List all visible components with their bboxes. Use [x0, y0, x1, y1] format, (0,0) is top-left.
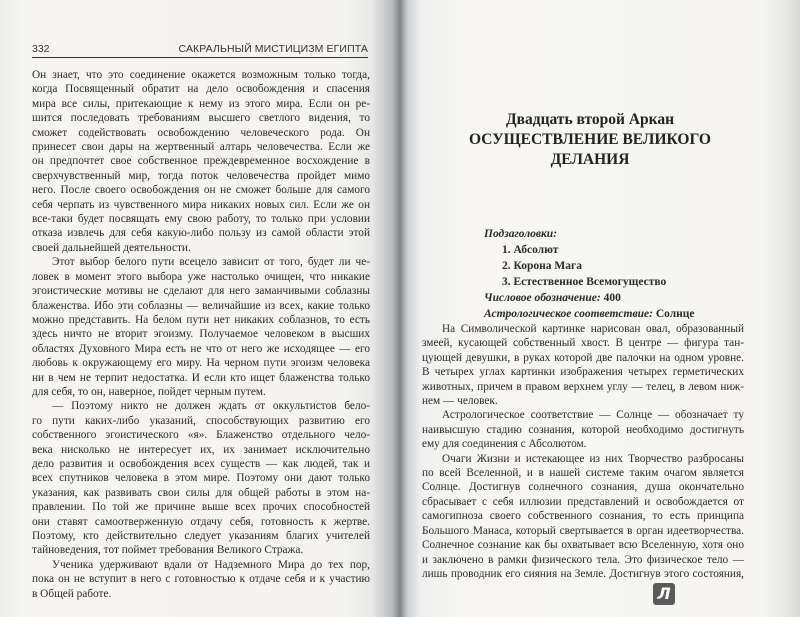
- astro-label: Астрологическое соответствие:: [484, 308, 653, 320]
- text-line: Астрологическое соответствие — Солнце — обозначает ту: [442, 409, 744, 422]
- running-header: [32, 41, 368, 58]
- chapter-title-line: Двадцать второй Аркан: [505, 111, 675, 128]
- text-line: ни в чем не терпит недостатка. И если кто ищет блаженства только: [32, 371, 370, 384]
- text-line: пока он не вступит в него с готовностью к отдаче себя и к участию: [32, 573, 370, 586]
- chapter-title: [425, 110, 755, 170]
- left-page-text: [32, 68, 370, 601]
- text-line: принесет свои дары на жертвенный алтарь человечества. Если же: [32, 141, 370, 154]
- text-line: наивысшую стадию сознания, которой необходимо достигнуть: [422, 423, 744, 436]
- text-line: цующей девушки, в руках которой две палочки на одном уровне.: [422, 351, 744, 364]
- subheading-item: 3. Естественное Всемогущество: [502, 276, 667, 288]
- astro-value: Солнце: [655, 308, 695, 320]
- text-line: нем — человек.: [422, 395, 498, 408]
- running-head-title: САКРАЛЬНЫЙ МИСТИЦИЗМ ЕГИПТА: [178, 43, 368, 55]
- text-line: он предпочтет свое собственное преждевременное восхождение в: [32, 155, 370, 168]
- text-line: ловек в момент этого выбора уже настолько очищен, что никакие: [32, 270, 370, 283]
- page-number: 332: [32, 43, 50, 55]
- text-line: себя черпать из чувственного мира никаких новых сил. Если же он: [32, 198, 370, 211]
- text-line: собственного эгоистического «я». Блаженство отдельного чело-: [32, 429, 370, 442]
- text-line: они ставят самоотверженную отдачу себя, готовность к жертве.: [32, 515, 370, 528]
- text-line: мира все силы, притекающие к нему из этого мира. Если он ре-: [32, 97, 370, 110]
- text-line: самогипноза своего собственного сознания, то есть принципа: [422, 510, 744, 523]
- text-line: для себя, то он, наверное, пойдет черным путем.: [32, 385, 266, 398]
- text-line: лишь проводник его сияния на Земле. Достигнув этого состояния,: [422, 567, 744, 580]
- text-line: Ученика удерживают вдали от Надземного Мира до тех пор,: [52, 558, 370, 571]
- numeric-value: 400: [603, 292, 621, 304]
- text-line: Поэтому, кто действительно следует указаниям благих учителей: [32, 530, 370, 542]
- text-line: правлении. По той же причине выше всех прочих способностей: [32, 501, 370, 514]
- text-line: эгоистические мотивы не сделают для него заманчивыми соблазны: [32, 285, 370, 298]
- text-line: ему для соединения с Абсолютом.: [422, 438, 587, 451]
- chapter-title-line: ОСУЩЕСТВЛЕНИЕ ВЕЛИКОГО: [469, 131, 711, 148]
- text-line: сверхчувственный мир, тогда поток человечества пройдет мимо: [32, 169, 370, 182]
- text-line: отказа извлечь для себя какую-либо пользу из самой области этой: [32, 227, 370, 240]
- text-line: Солнечное сознание как бы охватывает всю Вселенную, хотя оно: [422, 539, 744, 552]
- text-line: Очаги Жизни и истекающее из них Творчество разбросаны: [442, 452, 744, 465]
- text-line: все-таки будет посвящать ему свою работу, то только при условии: [32, 213, 370, 226]
- text-line: В четырех углах картинки изображения четырех герметических: [422, 366, 744, 379]
- text-line: змеей, кусающей собственный хвост. В центре — фигура тан-: [422, 337, 744, 350]
- text-line: животных, причем в правом верхнем углу — телец, в левом ниж-: [422, 380, 744, 393]
- text-line: — Поэтому никто не должен ждать от оккультистов бело-: [52, 400, 370, 413]
- text-line: шится последовать требованиям высшего светлого видения, то: [32, 112, 370, 125]
- text-line: Большого Манаса, который свертывается в орган идеетворчества.: [422, 524, 744, 537]
- text-line: го пути каких-либо указаний, способствующих развитию его: [32, 414, 370, 427]
- subheadings-label: Подзаголовки:: [484, 228, 558, 240]
- chapter-title-line: ДЕЛАНИЯ: [550, 151, 630, 168]
- text-line: в Общей работе.: [32, 587, 112, 600]
- text-line: тайноведения, тот поймет требования Великого Стража.: [32, 544, 304, 557]
- text-line: блаженства. Ибо эти соблазны — величайшие из всех, какие только: [32, 299, 370, 312]
- subheading-item: 2. Корона Мага: [502, 260, 582, 272]
- text-line: всех спутников человека в этом мире. Поэтому они дают только: [32, 472, 370, 485]
- numeric-label: Числовое обозначение:: [484, 292, 601, 304]
- text-line: Этот выбор белого пути всецело зависит от того, будет ли че-: [52, 256, 370, 269]
- text-line: своей дальнейшей деятельности.: [32, 241, 191, 254]
- text-line: сбрасывает с себя иллюзии представлений и освобождается от: [422, 495, 744, 508]
- chapter-metadata: [484, 226, 695, 322]
- text-line: любовь к окружающему его миру. На черном пути эгоизм человека: [32, 357, 370, 370]
- text-line: областях Духовного Мира есть не что от него же исходящее — его: [32, 342, 370, 355]
- text-line: сможет содействовать освобождению человеческого рода. Он: [32, 126, 370, 139]
- text-line: Он знает, что это соединение окажется возможным только тогда,: [32, 69, 370, 81]
- text-line: здесь ничто не вторит эгоизму. Получаемое человеком в высших: [32, 328, 370, 341]
- text-line: него. После своего освобождения он не сможет больше для самого: [32, 184, 370, 197]
- text-line: по всей Вселенной, и в нашей системе таким очагом является: [422, 467, 744, 480]
- text-line: века нисколько не интересует их, их занимает исключительно: [32, 443, 370, 456]
- text-line: Солнце. Достигнув солнечного сознания, душа окончательно: [422, 481, 744, 494]
- right-page-text: [422, 322, 744, 581]
- subheading-item: 1. Абсолют: [502, 244, 559, 256]
- labirint-logo-icon: Л: [653, 583, 675, 605]
- text-line: и заключено в рамки физического тела. Это физическое тело —: [422, 553, 744, 566]
- text-line: дело развития и освобождения всех существ — как людей, так и: [32, 457, 370, 470]
- text-line: указания, как развивать свои силы для общей работы в этом на-: [32, 486, 370, 499]
- text-line: когда Посвященный обратит на дело освобождения и спасения: [32, 83, 370, 96]
- text-line: На Символической картинке нарисован овал, образованный: [442, 323, 744, 335]
- text-line: можно представить. На белом пути нет никаких соблазнов, то есть: [32, 313, 370, 326]
